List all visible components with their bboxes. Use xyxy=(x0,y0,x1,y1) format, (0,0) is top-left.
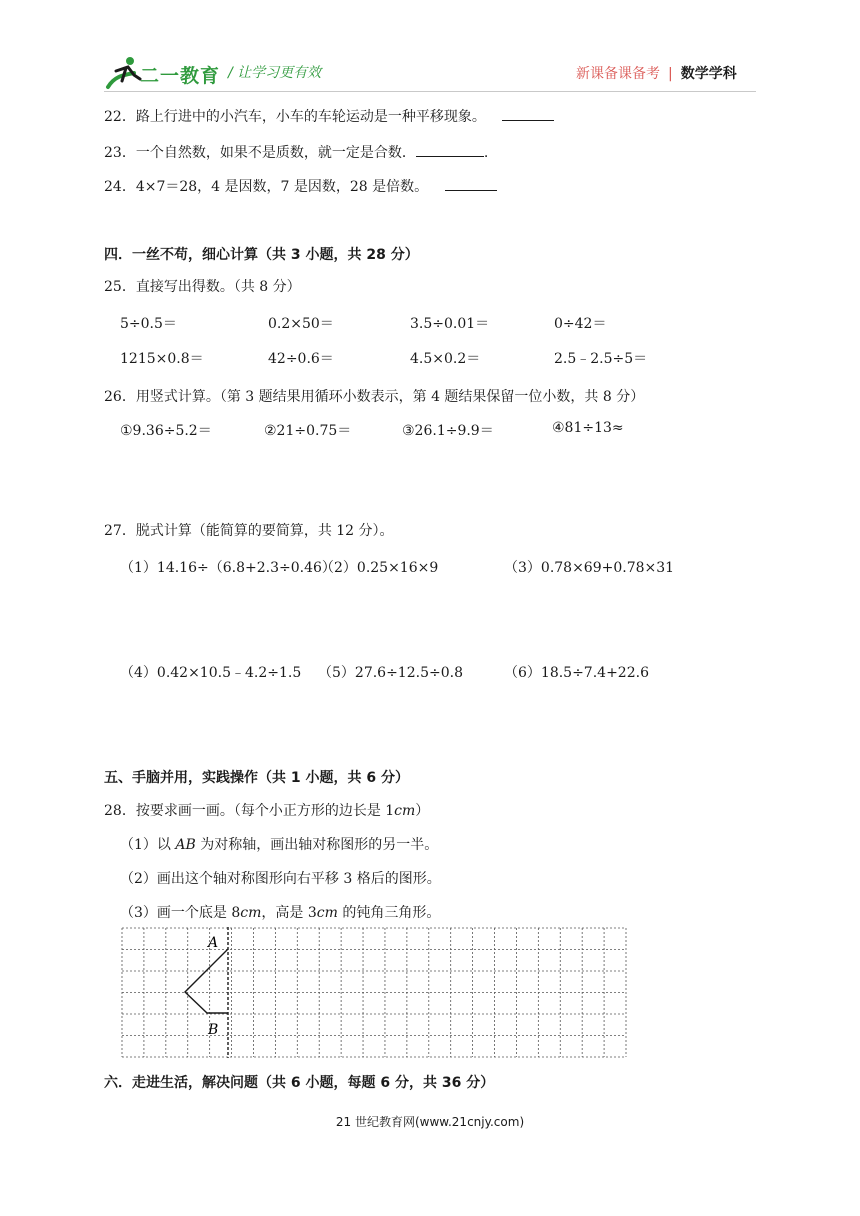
q25-row-1 xyxy=(120,313,760,333)
runner-logo-icon xyxy=(104,55,144,91)
q28-step-3 xyxy=(120,902,440,922)
q25-expr-1: 5÷0.5＝ xyxy=(120,316,177,332)
q28-step-3-unit2: cm xyxy=(316,905,338,921)
question-27: 27．脱式计算（能简算的要简算，共 12 分）。 xyxy=(104,523,394,539)
question-24-text: 24．4×7＝28，4 是因数，7 是因数，28 是倍数。 xyxy=(104,179,429,195)
q25-expr-4: 0÷42＝ xyxy=(554,316,607,332)
q25-row-2 xyxy=(120,348,760,368)
q26-row xyxy=(120,420,760,440)
answer-blank-24[interactable] xyxy=(445,176,497,191)
q25-expr-8: 2.5﹣2.5÷5＝ xyxy=(554,351,648,367)
q28-step-1-post: 为对称轴，画出轴对称图形的另一半。 xyxy=(195,837,439,853)
question-22-text: 22．路上行进中的小汽车，小车的车轮运动是一种平移现象。 xyxy=(104,109,486,125)
q28-step-1-axis: AB xyxy=(175,837,196,853)
q27-row-1 xyxy=(120,557,760,577)
q28-step-1-pre: （1）以 xyxy=(120,837,176,853)
q26-expr-2: ②21÷0.75＝ xyxy=(264,423,352,439)
grid-lines xyxy=(122,928,626,1057)
question-28 xyxy=(104,800,429,820)
logo-text: 二一教育 xyxy=(140,65,221,87)
header-subject xyxy=(576,63,737,83)
q27-expr-4: （4）0.42×10.5﹣4.2÷1.5 xyxy=(120,665,302,681)
q28-unit: cm xyxy=(394,803,416,819)
q27-expr-5: （5）27.6÷12.5÷0.8 xyxy=(318,665,463,681)
section-5-title: 五、手脑并用，实践操作（共 1 小题，共 6 分） xyxy=(104,770,409,786)
drawing-grid[interactable] xyxy=(121,927,627,1058)
question-25: 25．直接写出得数。（共 8 分） xyxy=(104,279,301,295)
q27-expr-2: （2）0.25×16×9 xyxy=(320,560,439,576)
answer-blank-22[interactable] xyxy=(502,106,554,121)
section-6-title: 六．走进生活，解决问题（共 6 小题，每题 6 分，共 36 分） xyxy=(104,1075,495,1091)
question-23-text: 23．一个自然数，如果不是质数，就一定是合数． xyxy=(104,145,416,161)
q28-step-3-unit1: cm xyxy=(240,905,262,921)
header-separator: | xyxy=(668,66,673,82)
q26-expr-4: ④81÷13≈ xyxy=(552,420,624,436)
section-4-title: 四．一丝不苟，细心计算（共 3 小题，共 28 分） xyxy=(104,247,419,263)
q26-expr-3: ③26.1÷9.9＝ xyxy=(402,423,494,439)
half-figure xyxy=(185,949,228,1013)
q25-expr-6: 42÷0.6＝ xyxy=(268,351,334,367)
page-footer: 21 世纪教育网(www.21cnjy.com) xyxy=(335,1115,525,1129)
header-discipline: 数学学科 xyxy=(680,66,737,82)
logo xyxy=(104,55,230,91)
q27-expr-1: （1）14.16÷（6.8+2.3÷0.46） xyxy=(120,560,336,576)
q28-step-2: （2）画出这个轴对称图形向右平移 3 格后的图形。 xyxy=(120,871,441,887)
point-b-label: B xyxy=(208,1022,219,1038)
q25-expr-5: 1215×0.8＝ xyxy=(120,351,204,367)
q25-expr-7: 4.5×0.2＝ xyxy=(410,351,481,367)
q28-step-3-c: 的钝角三角形。 xyxy=(337,905,441,921)
q27-expr-6: （6）18.5÷7.4+22.6 xyxy=(504,665,649,681)
q27-row-2 xyxy=(120,662,760,682)
question-22 xyxy=(104,106,554,126)
question-24 xyxy=(104,176,497,196)
q25-expr-2: 0.2×50＝ xyxy=(268,316,334,332)
point-a-label: A xyxy=(208,935,219,951)
q28-text: 28．按要求画一画。（每个小正方形的边长是 1 xyxy=(104,803,395,819)
question-23-end: . xyxy=(483,145,489,161)
q28-step-3-a: （3）画一个底是 8 xyxy=(120,905,241,921)
q26-expr-1: ①9.36÷5.2＝ xyxy=(120,423,212,439)
header-course: 新课备课备考 xyxy=(576,66,660,82)
q27-expr-3: （3）0.78×69+0.78×31 xyxy=(504,560,675,576)
header-slogan: / 让学习更有效 xyxy=(228,65,322,81)
question-23 xyxy=(104,142,488,162)
answer-blank-23[interactable] xyxy=(416,142,484,157)
question-26: 26．用竖式计算。（第 3 题结果用循环小数表示，第 4 题结果保留一位小数，共 8 分） xyxy=(104,389,645,405)
header-divider xyxy=(104,91,756,92)
q28-close: ） xyxy=(415,803,430,819)
q25-expr-3: 3.5÷0.01＝ xyxy=(410,316,490,332)
q28-step-3-b: ，高是 3 xyxy=(261,905,317,921)
q28-step-1 xyxy=(120,834,438,854)
